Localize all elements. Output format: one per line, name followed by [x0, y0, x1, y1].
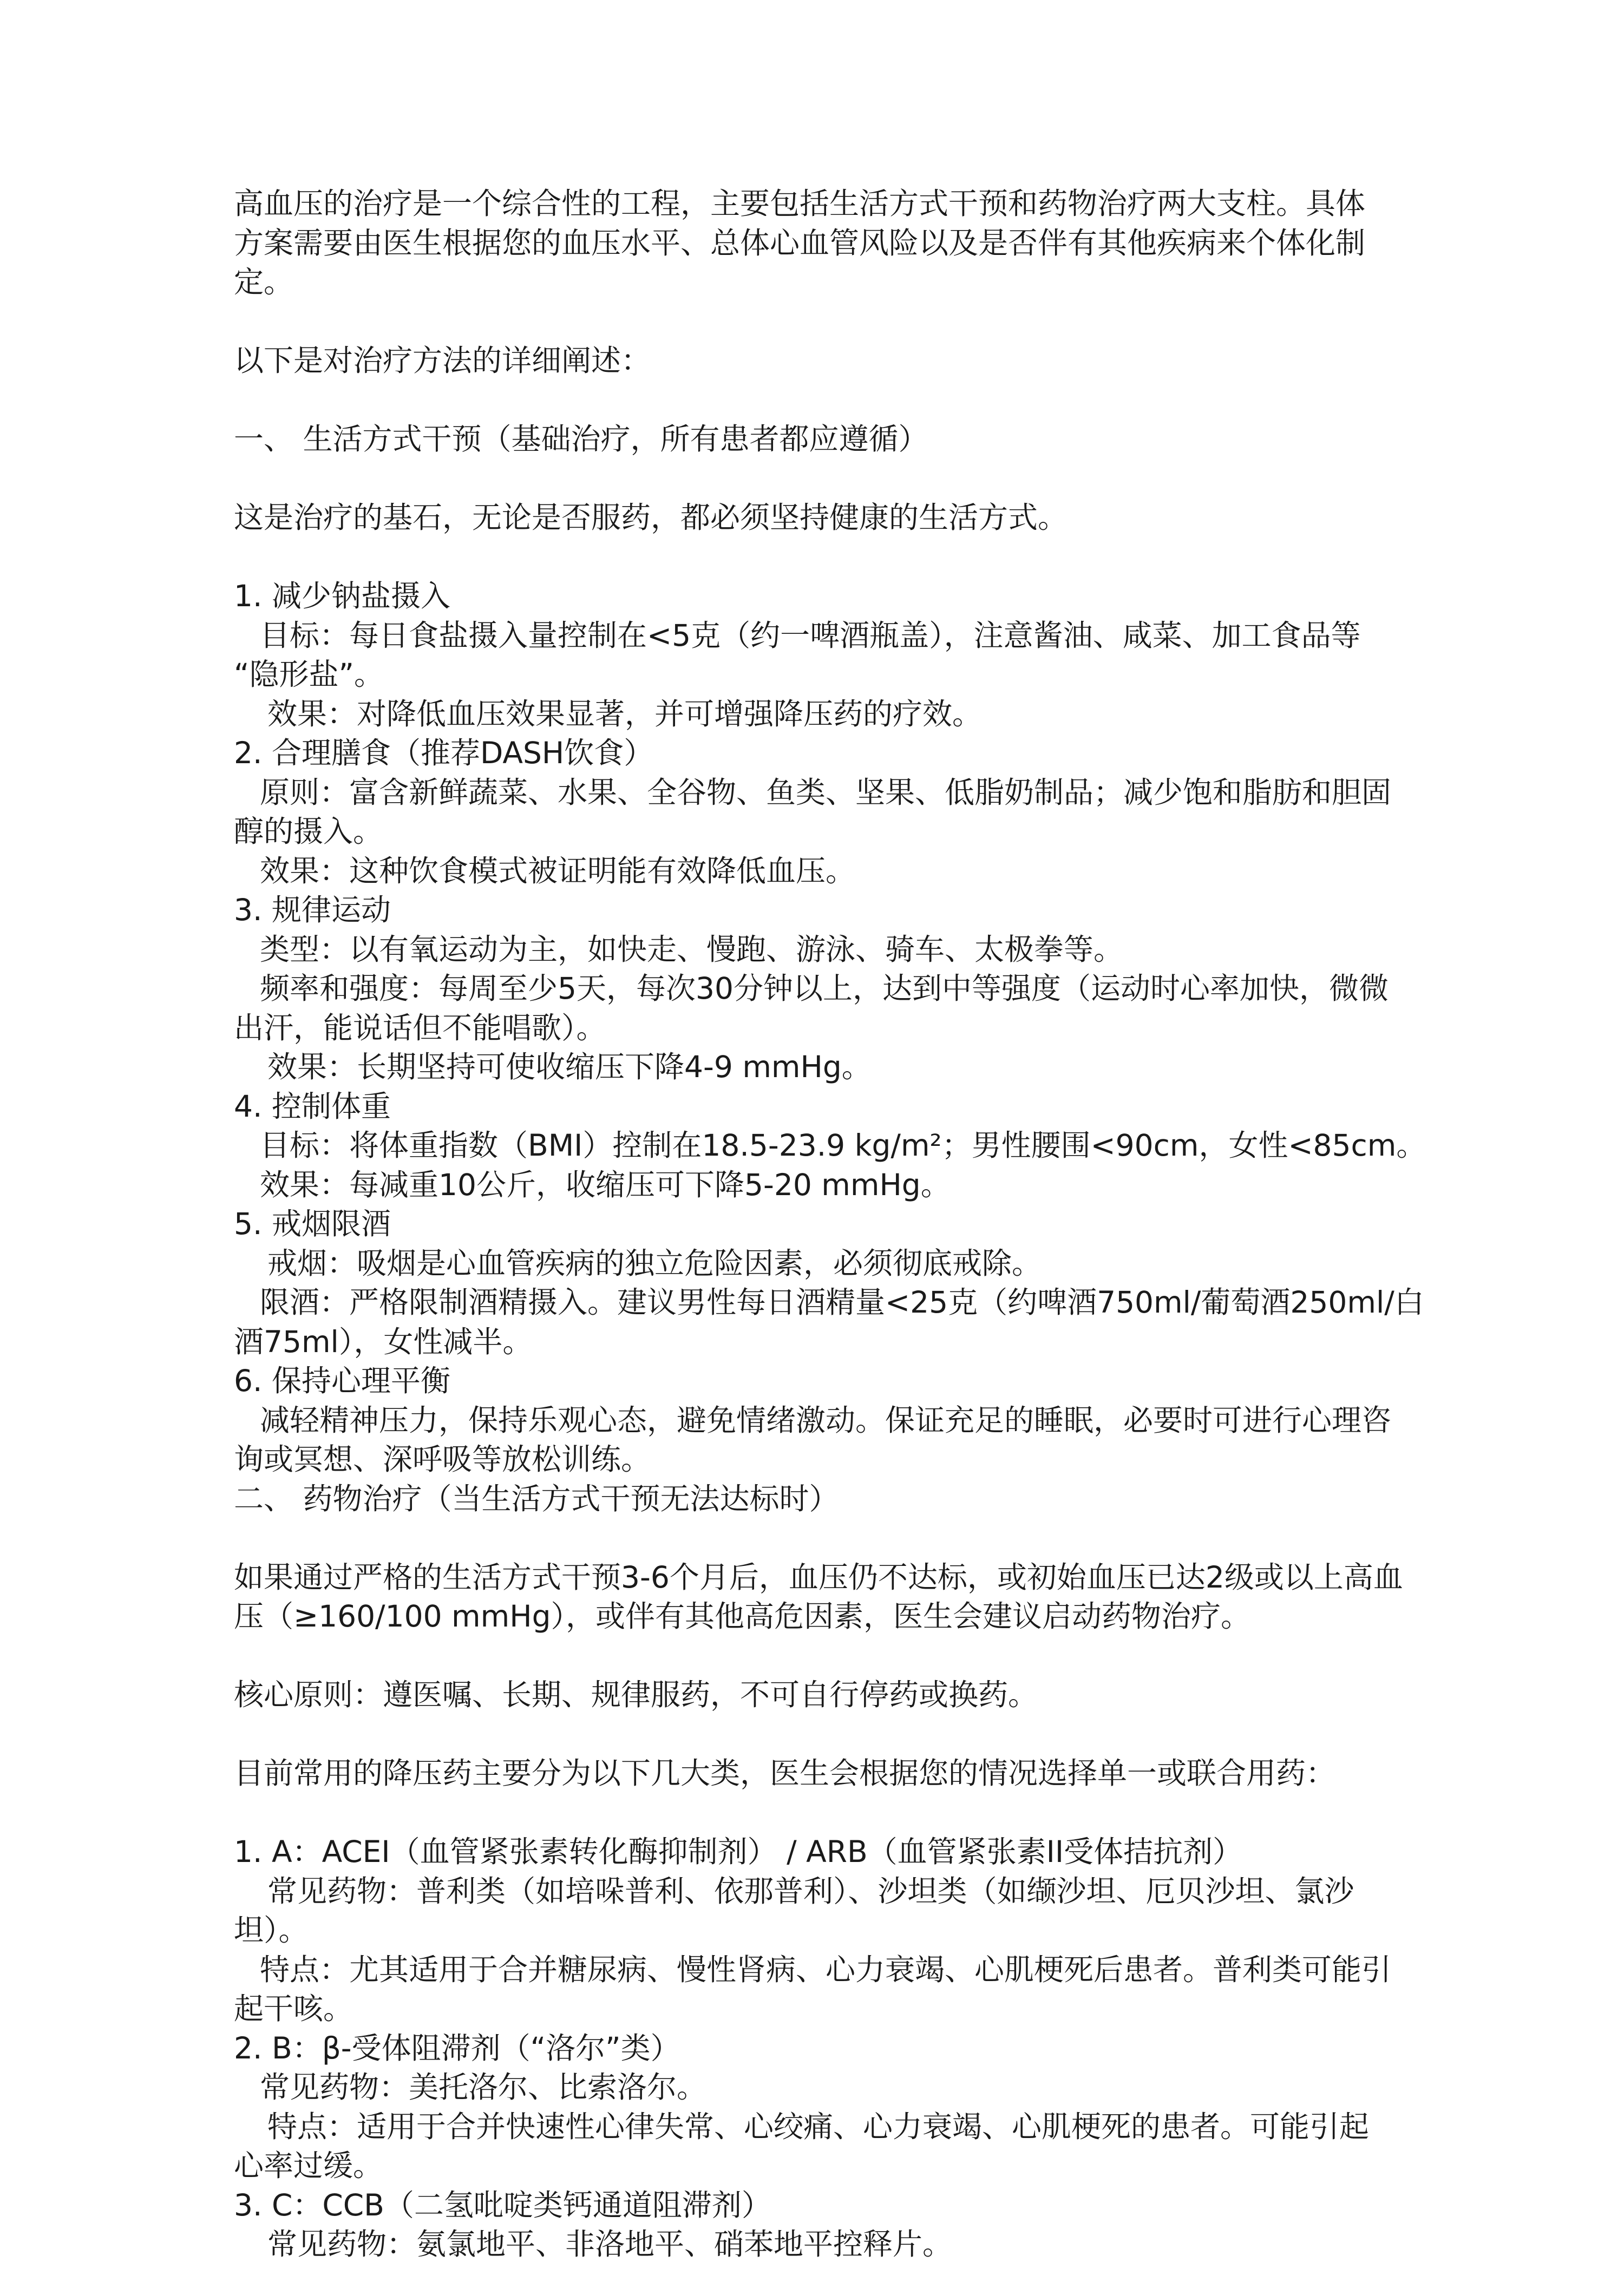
- item-3-line-3: 出汗，能说话但不能唱歌）。: [234, 1010, 606, 1045]
- item-4-line-1: 目标：将体重指数（BMI）控制在18.5-23.9 kg/m²；男性腰围<90cm，女性<85cm。: [260, 1128, 1426, 1163]
- section-1-heading: 一、 生活方式干预（基础治疗，所有患者都应遵循）: [234, 422, 928, 456]
- drug-2-line-1: 常见药物：美托洛尔、比索洛尔。: [260, 2070, 707, 2104]
- item-5-line-1: 戒烟：吸烟是心血管疾病的独立危险因素，必须彻底戒除。: [267, 1245, 1042, 1281]
- section-2-para-line-2: 压（≥160/100 mmHg），或伴有其他高危因素，医生会建议启动药物治疗。: [234, 1599, 1250, 1634]
- section-2-heading: 二、 药物治疗（当生活方式干预无法达标时）: [234, 1481, 839, 1516]
- item-5-line-3: 酒75ml），女性减半。: [234, 1324, 533, 1359]
- item-4-title: 4. 控制体重: [234, 1089, 391, 1124]
- item-6-title: 6. 保持心理平衡: [234, 1363, 450, 1398]
- item-3-line-4: 效果：长期坚持可使收缩压下降4-9 mmHg。: [267, 1050, 872, 1084]
- item-2-line-1: 原则：富含新鲜蔬菜、水果、全谷物、鱼类、坚果、低脂奶制品；减少饱和脂肪和胆固: [260, 775, 1392, 810]
- drug-3-line-1: 常见药物：氨氯地平、非洛地平、硝苯地平控释片。: [267, 2227, 953, 2261]
- item-2-line-3: 效果：这种饮食模式被证明能有效降低血压。: [260, 853, 856, 888]
- item-6-line-2: 询或冥想、深呼吸等放松训练。: [234, 1442, 651, 1477]
- item-3-line-2: 频率和强度：每周至少5天，每次30分钟以上，达到中等强度（运动时心率加快，微微: [260, 971, 1389, 1006]
- drug-2-line-3: 心率过缓。: [234, 2148, 383, 2183]
- intro-line-1: 高血压的治疗是一个综合性的工程，主要包括生活方式干预和药物治疗两大支柱。具体: [234, 186, 1366, 221]
- item-4-line-2: 效果：每减重10公斤，收缩压可下降5-20 mmHg。: [260, 1167, 951, 1202]
- item-3-title: 3. 规律运动: [234, 893, 391, 927]
- item-1-line-3: 效果：对降低血压效果显著，并可增强降压药的疗效。: [267, 696, 983, 731]
- drug-1-line-2: 坦）。: [234, 1913, 309, 1948]
- drug-2-title: 2. B：β-受体阻滞剂（“洛尔”类）: [234, 2030, 680, 2066]
- intro-line-2: 方案需要由医生根据您的血压水平、总体心血管风险以及是否伴有其他疾病来个体化制: [234, 225, 1366, 260]
- document-body: [234, 184, 1426, 2264]
- item-2-line-2: 醇的摄入。: [234, 814, 383, 849]
- item-5-line-2: 限酒：严格限制酒精摄入。建议男性每日酒精量<25克（约啤酒750ml/葡萄酒250ml/白: [260, 1285, 1424, 1320]
- drug-1-title: 1. A：ACEI（血管紧张素转化酶抑制剂） / ARB（血管紧张素II受体拮抗剂）: [234, 1834, 1243, 1869]
- drug-1-line-4: 起干咳。: [234, 1991, 353, 2026]
- drug-2-line-2: 特点：适用于合并快速性心律失常、心绞痛、心力衰竭、心肌梗死的患者。可能引起: [267, 2109, 1370, 2144]
- core-principle: 核心原则：遵医嘱、长期、规律服药，不可自行停药或换药。: [234, 1677, 1038, 1712]
- item-1-line-1: 目标：每日食盐摄入量控制在<5克（约一啤酒瓶盖），注意酱油、咸菜、加工食品等: [260, 618, 1361, 653]
- item-1-line-2: “隐形盐”。: [234, 657, 384, 692]
- item-3-line-1: 类型：以有氧运动为主，如快走、慢跑、游泳、骑车、太极拳等。: [260, 932, 1124, 967]
- intro-line-3: 定。: [234, 265, 294, 299]
- drug-1-line-3: 特点：尤其适用于合并糖尿病、慢性肾病、心力衰竭、心肌梗死后患者。普利类可能引: [260, 1952, 1392, 1987]
- item-6-line-1: 减轻精神压力，保持乐观心态，避免情绪激动。保证充足的睡眠，必要时可进行心理咨: [260, 1402, 1392, 1438]
- item-1-title: 1. 减少钠盐摄入: [234, 579, 450, 613]
- item-5-title: 5. 戒烟限酒: [234, 1206, 391, 1241]
- drug-3-title: 3. C：CCB（二氢吡啶类钙通道阻滞剂）: [234, 2187, 771, 2222]
- section-2-lead: 目前常用的降压药主要分为以下几大类，医生会根据您的情况选择单一或联合用药：: [234, 1756, 1336, 1791]
- drug-1-line-1: 常见药物：普利类（如培哚普利、依那普利）、沙坦类（如缬沙坦、厄贝沙坦、氯沙: [267, 1873, 1354, 1909]
- section-2-para-line-1: 如果通过严格的生活方式干预3-6个月后，血压仍不达标，或初始血压已达2级或以上高血: [234, 1559, 1403, 1595]
- intro-lead: 以下是对治疗方法的详细阐述：: [234, 343, 651, 378]
- section-1-lead: 这是治疗的基石，无论是否服药，都必须坚持健康的生活方式。: [234, 500, 1068, 535]
- item-2-title: 2. 合理膳食（推荐DASH饮食）: [234, 736, 654, 770]
